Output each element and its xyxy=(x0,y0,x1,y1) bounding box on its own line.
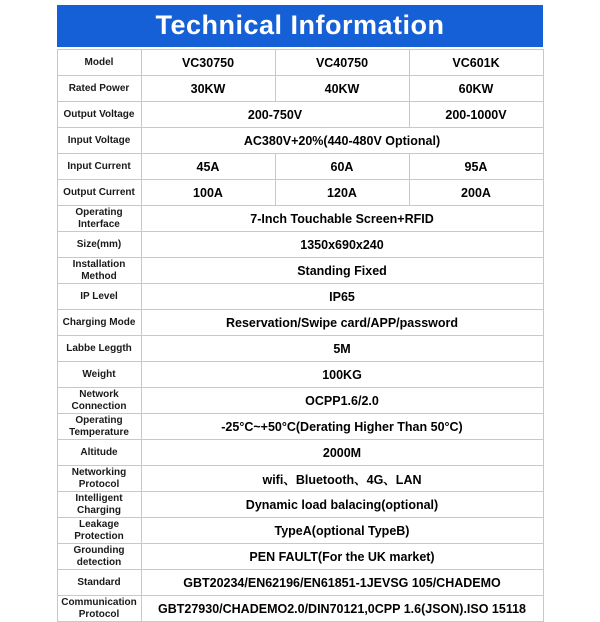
spec-value: 30KW xyxy=(141,76,275,102)
spec-row-output-voltage xyxy=(57,102,543,128)
spec-label: Intelligent Charging xyxy=(57,492,141,518)
spec-value: 45A xyxy=(141,154,275,180)
spec-value: 1350x690x240 xyxy=(141,232,543,258)
spec-value: Reservation/Swipe card/APP/password xyxy=(141,310,543,336)
spec-label: Output Voltage xyxy=(57,102,141,128)
spec-value: 7-Inch Touchable Screen+RFID xyxy=(141,206,543,232)
spec-row-leakage-protection xyxy=(57,518,543,544)
spec-label: Altitude xyxy=(57,440,141,466)
spec-value: VC601K xyxy=(409,50,543,76)
spec-row-networking-protocol xyxy=(57,466,543,492)
spec-row-weight xyxy=(57,362,543,388)
spec-label: Operating Interface xyxy=(57,206,141,232)
spec-row-communication-protocol xyxy=(57,596,543,622)
spec-row-standard xyxy=(57,570,543,596)
spec-row-operating-temperature xyxy=(57,414,543,440)
spec-row-intelligent-charging xyxy=(57,492,543,518)
spec-label: Input Current xyxy=(57,154,141,180)
spec-label: Leakage Protection xyxy=(57,518,141,544)
spec-value: IP65 xyxy=(141,284,543,310)
spec-value: 2000M xyxy=(141,440,543,466)
spec-row-model xyxy=(57,50,543,76)
spec-value: OCPP1.6/2.0 xyxy=(141,388,543,414)
spec-label: IP Level xyxy=(57,284,141,310)
spec-value: AC380V+20%(440-480V Optional) xyxy=(141,128,543,154)
spec-label: Labbe Leggth xyxy=(57,336,141,362)
spec-label: Grounding detection xyxy=(57,544,141,570)
spec-label: Network Connection xyxy=(57,388,141,414)
spec-label: Rated Power xyxy=(57,76,141,102)
spec-value: GBT20234/EN62196/EN61851-1JEVSG 105/CHADEMO xyxy=(141,570,543,596)
spec-value: PEN FAULT(For the UK market) xyxy=(141,544,543,570)
spec-row-rated-power xyxy=(57,76,543,102)
spec-value: TypeA(optional TypeB) xyxy=(141,518,543,544)
spec-row-operating-interface xyxy=(57,206,543,232)
spec-value: 100KG xyxy=(141,362,543,388)
spec-value: 5M xyxy=(141,336,543,362)
spec-value: 200-750V xyxy=(141,102,409,128)
spec-value: 200A xyxy=(409,180,543,206)
spec-label: Charging Mode xyxy=(57,310,141,336)
spec-row-ip-level xyxy=(57,284,543,310)
spec-row-output-current xyxy=(57,180,543,206)
technical-information-table xyxy=(57,49,544,622)
spec-value: 40KW xyxy=(275,76,409,102)
spec-value: -25°C~+50°C(Derating Higher Than 50°C) xyxy=(141,414,543,440)
spec-label: Model xyxy=(57,50,141,76)
spec-value: 95A xyxy=(409,154,543,180)
spec-row-cable-length xyxy=(57,336,543,362)
spec-label: Networking Protocol xyxy=(57,466,141,492)
spec-label: Input Voltage xyxy=(57,128,141,154)
spec-row-input-current xyxy=(57,154,543,180)
spec-value: 200-1000V xyxy=(409,102,543,128)
spec-value: 60KW xyxy=(409,76,543,102)
spec-label: Installation Method xyxy=(57,258,141,284)
spec-label: Weight xyxy=(57,362,141,388)
page-title: Technical Information xyxy=(57,5,543,47)
spec-row-installation-method xyxy=(57,258,543,284)
spec-label: Output Current xyxy=(57,180,141,206)
spec-value: GBT27930/CHADEMO2.0/DIN70121,0CPP 1.6(JSON).ISO 15118 xyxy=(141,596,543,622)
spec-value: 120A xyxy=(275,180,409,206)
spec-label: Communication Protocol xyxy=(57,596,141,622)
spec-value: Dynamic load balacing(optional) xyxy=(141,492,543,518)
spec-label: Standard xyxy=(57,570,141,596)
spec-label: Operating Temperature xyxy=(57,414,141,440)
spec-value: 100A xyxy=(141,180,275,206)
spec-value: VC30750 xyxy=(141,50,275,76)
spec-value: Standing Fixed xyxy=(141,258,543,284)
spec-row-charging-mode xyxy=(57,310,543,336)
spec-label: Size(mm) xyxy=(57,232,141,258)
spec-row-input-voltage xyxy=(57,128,543,154)
spec-value: wifi、Bluetooth、4G、LAN xyxy=(141,466,543,492)
spec-row-network-connection xyxy=(57,388,543,414)
spec-row-grounding-detection xyxy=(57,544,543,570)
spec-value: VC40750 xyxy=(275,50,409,76)
spec-value: 60A xyxy=(275,154,409,180)
spec-row-altitude xyxy=(57,440,543,466)
spec-row-size xyxy=(57,232,543,258)
